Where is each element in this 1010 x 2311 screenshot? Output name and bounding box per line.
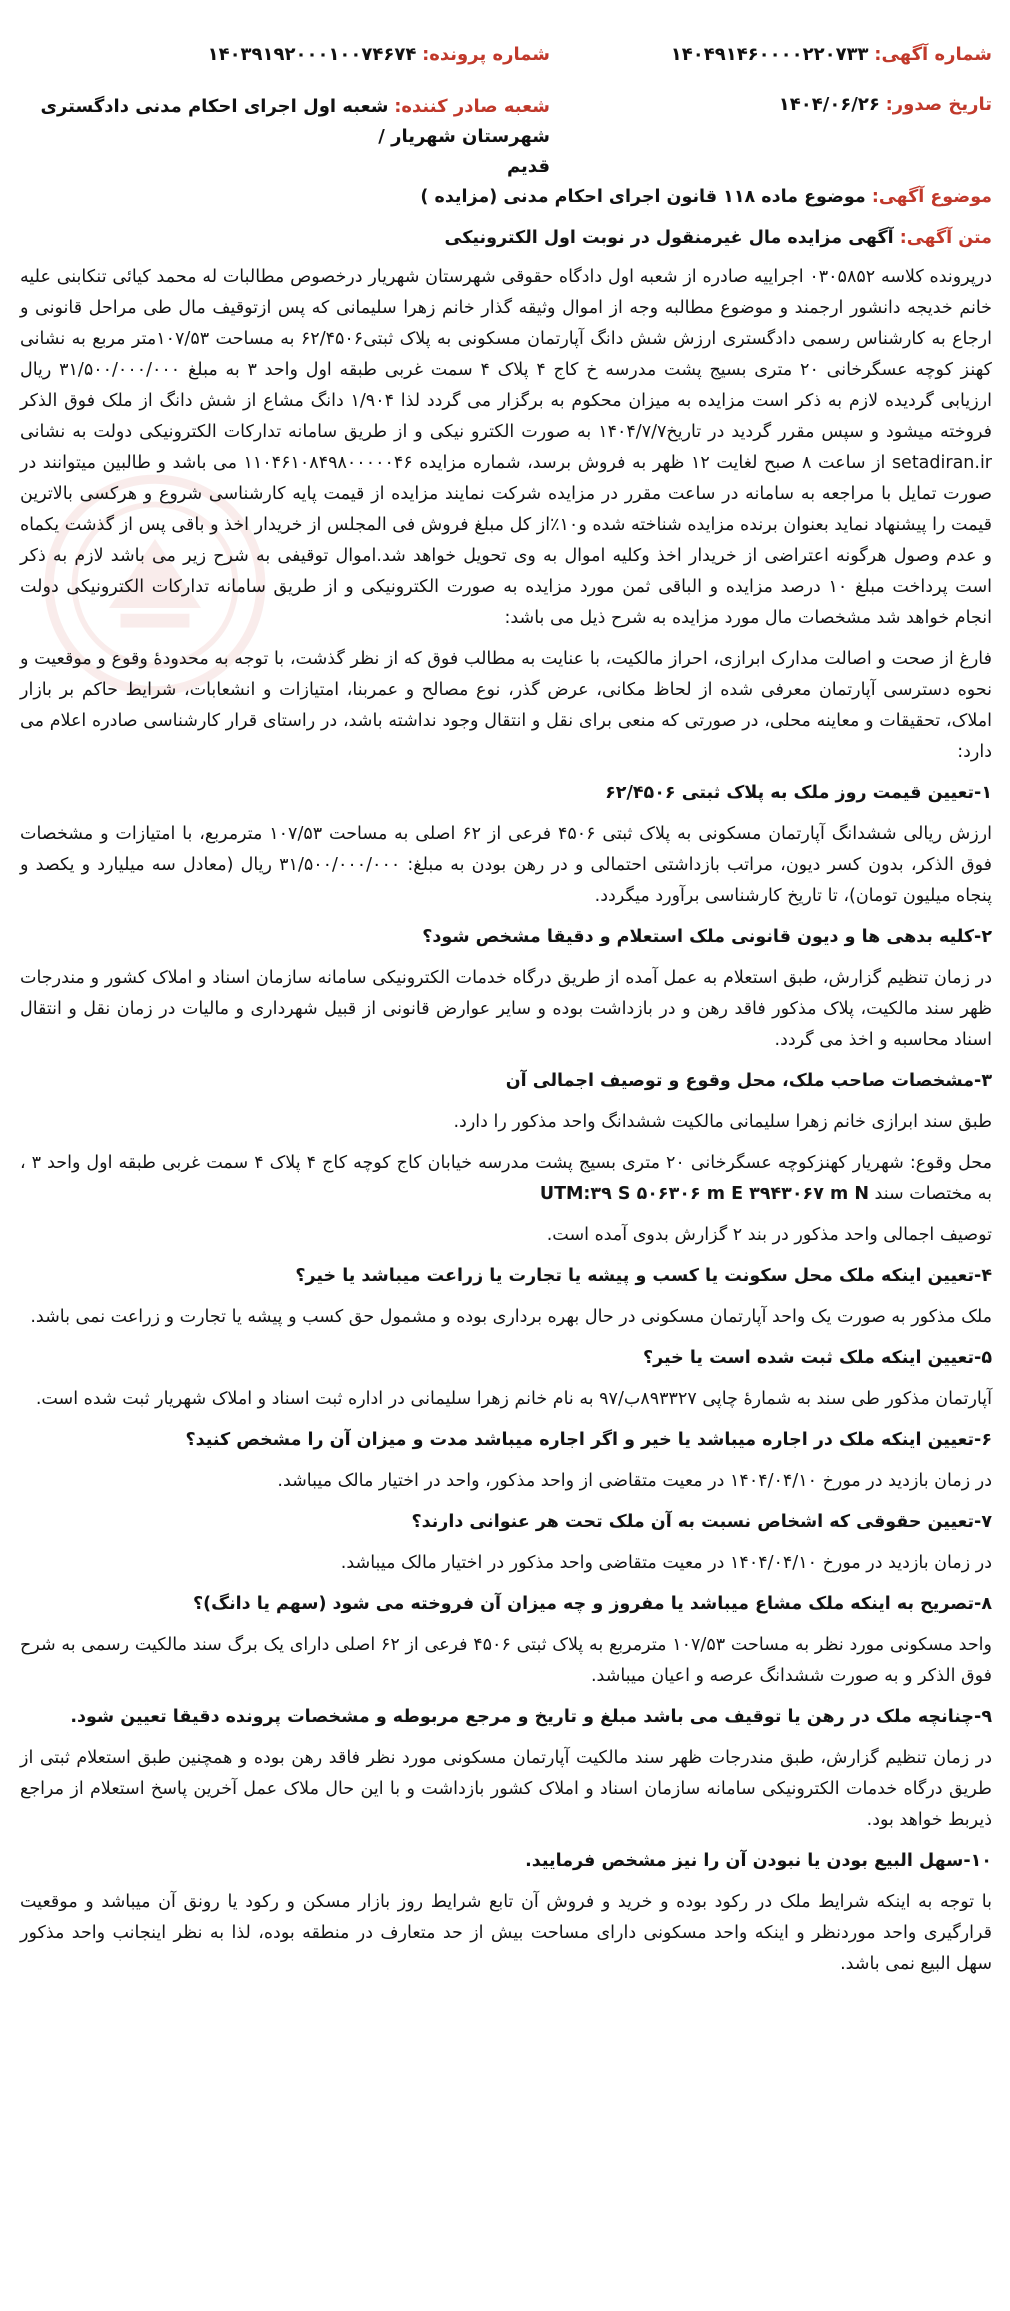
- section-5-text: آپارتمان مذکور طی سند به شمارهٔ چاپی ۸۹۳۳۲۷ب/۹۷ به نام خانم زهرا سلیمانی در اداره ثبت اسناد و املاک شهریار ثبت شده است.: [35, 1389, 992, 1409]
- issuer-label: شعبه صادر کننده:: [394, 96, 550, 117]
- section-7-title: ۷-تعیین حقوقی که اشخاص نسبت به آن ملک تحت هر عنوانی دارند؟: [411, 1512, 992, 1532]
- text-title-label: متن آگهی:: [899, 228, 992, 248]
- file-number: [208, 42, 550, 68]
- intro-paragraph: درپرونده کلاسه ۰۳۰۵۸۵۲ اجراییه صادره از شعبه اول دادگاه حقوقی شهرستان شهریار درخصوص مطالبات له محمد کیائی تنکابنی علیه خانم خدیجه دانشور ارجمند و موضوع مطالبه وجه از اموال وثیقه گذار خانم زهرا سلیمانی که پس ازتوقیف مال طی مراحل قانونی و ارجاع به کارشناس رسمی دادگستری ارزش شش دانگ آپارتمان مسکونی به پلاک ثبتی۶۲/۴۵۰۶ به مساحت ۱۰۷/۵۳متر مربع به نشانی کهنز کوچه عسگرخانی ۲۰ متری بسیج پشت مدرسه خ کاج ۴ پلاک ۴ سمت غربی طبقه اول واحد ۳ به مبلغ ۳۱/۵۰۰/۰۰۰/۰۰۰ ریال ارزیابی گردیده لازم به ذکر است مزایده به میزان محکوم به برگزار می گردد لذا ۱/۹۰۴ دانگ مشاع از شش دانگ از ملک فوق الذکر فروخته میشود و سپس مقرر گردید در تاریخ۱۴۰۴/۷/۷ به صورت الکترو نیکی و از طریق سامانه تدارکات الکترونیکی دولت به نشانی setadiran.ir از ساعت ۸ صبح لغایت ۱۲ ظهر به فروش برسد، شماره مزایده ۱۱۰۴۶۱۰۸۴۹۸۰۰۰۰۰۴۶ می باشد و طالبین میتوانند در صورت تمایل با مراجعه به سامانه در ساعت مقرر در مزایده شرکت نمایند مزایده از قیمت پایه کارشناسی شروع و هرکسی بالاترین قیمت را پیشنهاد نماید بعنوان برنده مزایده شناخته شده و۱۰٪از کل مبلغ فروش فی المجلس از خریدار اخذ و باقی پس از گذشت یکماه و عدم وصول هرگونه اعتراضی از خریدار اخذ وکلیه اموال به وی تحویل خواهد شد.اموال توقیفی به شرح زیر می باشد لازم به ذکر است پرداخت مبلغ ۱۰ درصد مزایده و الباقی ثمن مورد مزایده به صورت الکترونیکی و از طریق سامانه تدارکات الکترونیکی دولت انجام خواهد شد مشخصات مال مورد مزایده به شرح ذیل می باشد:: [20, 267, 993, 628]
- ad-number-value: ۱۴۰۴۹۱۴۶۰۰۰۰۲۲۰۷۳۳: [670, 44, 869, 65]
- subject-value: موضوع ماده ۱۱۸ قانون اجرای احکام مدنی (مزایده ): [420, 187, 866, 207]
- section-10-title: ۱۰-سهل البیع بودن یا نبودن آن را نیز مشخص فرمایید.: [525, 1851, 992, 1871]
- announcement-body: [20, 182, 992, 1990]
- section-3-text: طبق سند ابرازی خانم زهرا سلیمانی مالکیت ششدانگ واحد مذکور را دارد.: [453, 1112, 992, 1132]
- section-3-title: ۳-مشخصات صاحب ملک، محل وقوع و توصیف اجمالی آن: [505, 1071, 992, 1091]
- ad-number: [671, 42, 992, 68]
- issue-date-value: ۱۴۰۴/۰۶/۲۶: [778, 94, 880, 115]
- issuer: [20, 92, 550, 182]
- file-number-label: شماره پرونده:: [422, 44, 550, 65]
- section-4-text: ملک مذکور به صورت یک واحد آپارتمان مسکونی در حال بهره برداری بوده و مشمول حق کسب و پیشه یا تجارت و زراعت نمی باشد.: [30, 1307, 992, 1327]
- location-text: محل وقوع: شهریار کهنزکوچه عسگرخانی ۲۰ متری بسیج پشت مدرسه خیابان کاج کوچه کاج ۴ پلاک ۴ سمت غربی طبقه اول واحد ۳ ، به مختصات سند: [20, 1153, 992, 1204]
- section-3-location: [20, 1148, 992, 1210]
- section-10-text: با توجه به اینکه شرایط ملک در رکود بوده و خرید و فروش آن تابع شرایط روز بازار مسکن و رکود یا رونق آن میباشد و موقعیت قرارگیری واحد موردنظر و اینکه واحد مسکونی دارای مساحت بیش از حد متعارف در منطقه بوده، لذا به نظر اینجانب واحد مذکور سهل البیع نمی باشد.: [20, 1892, 992, 1974]
- section-5-title: ۵-تعیین اینکه ملک ثبت شده است یا خیر؟: [642, 1348, 992, 1368]
- subject-label: موضوع آگهی:: [871, 187, 992, 207]
- issuer-value-line1: شعبه اول اجرای احکام مدنی دادگستری شهرستان شهریار /: [40, 96, 550, 147]
- section-9-text: در زمان تنظیم گزارش، طبق مندرجات ظهر سند مالکیت آپارتمان مسکونی مورد نظر فاقد رهن بوده و همچنین طبق استعلام ثبتی از طریق درگاه خدمات الکترونیکی سامانه سازمان اسناد و املاک کشور بازداشت و با این حال ملاک عمل آخرین پاسخ استعلام از مراجع ذیربط خواهد بود.: [20, 1748, 992, 1830]
- section-6-text: در زمان بازدید در مورخ ۱۴۰۴/۰۴/۱۰ در معیت متقاضی از واحد مذکور، واحد در اختیار مالک میباشد.: [277, 1471, 992, 1491]
- section-1-text: ارزش ریالی ششدانگ آپارتمان مسکونی به پلاک ثبتی ۴۵۰۶ فرعی از ۶۲ اصلی به مساحت ۱۰۷/۵۳ مترمربع، با امتیازات و مشخصات فوق الذکر، بدون کسر دیون، مراتب بازداشتی احتمالی و در رهن بودن به مبلغ: ۳۱/۵۰۰/۰۰۰/۰۰۰ ریال (معادل سه میلیارد و یکصد و پنجاه میلیون تومان)، تا تاریخ کارشناسی برآورد میگردد.: [20, 824, 992, 906]
- file-number-value: ۱۴۰۳۹۱۹۲۰۰۰۱۰۰۷۴۶۷۴: [207, 44, 417, 65]
- text-title-line: [20, 223, 992, 254]
- section-9-title: ۹-چنانچه ملک در رهن یا توقیف می باشد مبلغ و تاریخ و مرجع مربوطه و مشخصات پرونده دقیقا تعیین شود.: [70, 1707, 992, 1727]
- issuer-value-line2: قدیم: [506, 156, 550, 177]
- text-title-value: آگهی مزایده مال غیرمنقول در نوبت اول الکترونیکی: [444, 228, 894, 248]
- section-2-text: در زمان تنظیم گزارش، طبق استعلام به عمل آمده از طریق درگاه خدمات الکترونیکی سامانه سازمان اسناد و املاک کشور و مندرجات ظهر سند مالکیت، پلاک مذکور فاقد رهن و در بازداشت بوده و سایر عوارض قانونی از قبیل شهرداری و مالیات در زمان نقل و انتقال اسناد محاسبه و اخذ می گردد.: [20, 968, 992, 1050]
- section-4-title: ۴-تعیین اینکه ملک محل سکونت یا کسب و پیشه یا تجارت یا زراعت میباشد یا خیر؟: [295, 1266, 992, 1286]
- section-1-title: ۱-تعیین قیمت روز ملک به پلاک ثبتی ۶۲/۴۵۰۶: [605, 783, 992, 803]
- issue-date-label: تاریخ صدور:: [885, 94, 992, 115]
- section-8-text: واحد مسکونی مورد نظر به مساحت ۱۰۷/۵۳ مترمربع به پلاک ثبتی ۴۵۰۶ فرعی از ۶۲ اصلی دارای یک برگ سند مالکیت رسمی به شرح فوق الذکر و به صورت ششدانگ عرصه و اعیان میباشد.: [20, 1635, 992, 1686]
- ad-number-label: شماره آگهی:: [874, 44, 992, 65]
- section-3-description: توصیف اجمالی واحد مذکور در بند ۲ گزارش بدوی آمده است.: [546, 1225, 992, 1245]
- section-8-title: ۸-تصریح به اینکه ملک مشاع میباشد یا مفروز و چه میزان آن فروخته می شود (سهم یا دانگ)؟: [193, 1594, 992, 1614]
- section-6-title: ۶-تعیین اینکه ملک در اجاره میباشد یا خیر و اگر اجاره میباشد مدت و میزان آن را مشخص کنید؟: [185, 1430, 992, 1450]
- subject-line: [20, 182, 992, 213]
- section-7-text: در زمان بازدید در مورخ ۱۴۰۴/۰۴/۱۰ در معیت متقاضی واحد مذکور در اختیار مالک میباشد.: [340, 1553, 992, 1573]
- utm-coordinates: UTM:۳۹ S ۵۰۶۳۰۶ m E ۳۹۴۳۰۶۷ m N: [539, 1184, 869, 1204]
- section-2-title: ۲-کلیه بدهی ها و دیون قانونی ملک استعلام و دقیقا مشخص شود؟: [422, 927, 992, 947]
- disclaimer-paragraph: فارغ از صحت و اصالت مدارک ابرازی، احراز مالکیت، با عنایت به مطالب فوق که از نظر گذشت، با توجه به محدودهٔ وقوع و موقعیت و نحوه دسترسی آپارتمان معرفی شده از لحاظ مکانی، عرض گذر، نوع مصالح و عمربنا، امتیازات و انشعابات، شرایط حاکم بر بازار املاک، تحقیقات و معاینه محلی، در صورتی که منعی برای نقل و انتقال وجود نداشته باشد، در راستای قرار کارشناسی صادره اعلام می دارد:: [20, 649, 992, 762]
- issue-date: [779, 92, 992, 118]
